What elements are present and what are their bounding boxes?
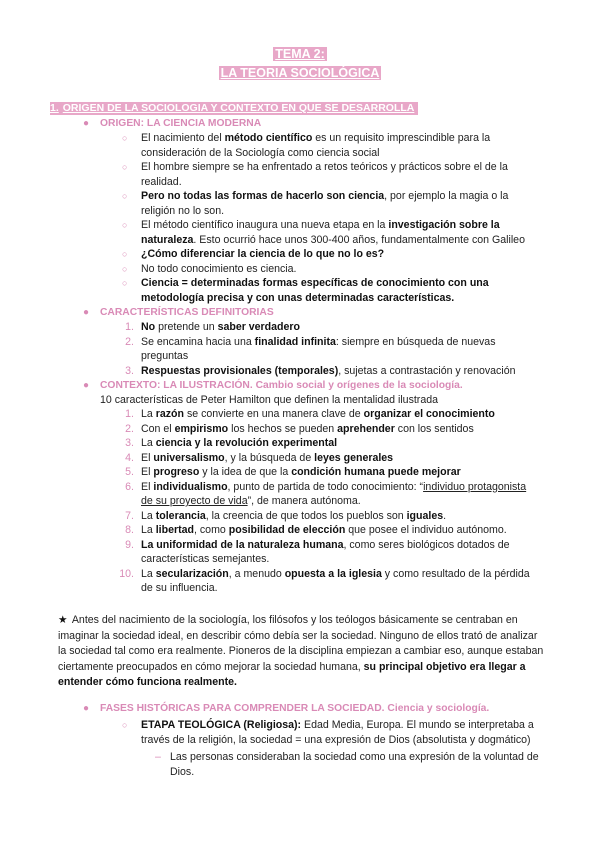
fases-subitem-text: Las personas consideraban la sociedad como una expresión de la voluntad de Dios. xyxy=(170,751,539,778)
circle-bullet-icon: ○ xyxy=(122,220,128,230)
origen-list xyxy=(0,131,600,305)
origen-item xyxy=(0,218,600,247)
item-text: , sujetas a contrastación y renovación xyxy=(338,364,516,377)
dash-bullet-icon: – xyxy=(155,751,161,763)
item-text: El xyxy=(141,466,154,478)
caracteristicas-heading-text: CARACTERÍSTICAS DEFINITORIAS xyxy=(100,307,274,318)
item-text: , como xyxy=(194,524,229,536)
item-bold: organizar el conocimiento xyxy=(363,408,495,420)
item-number: 1. xyxy=(125,321,134,333)
contexto-item xyxy=(0,436,600,451)
item-text: El método científico inaugura una nueva etapa en la xyxy=(141,219,389,231)
item-text: , la creencia de que todos los pueblos son xyxy=(205,509,407,522)
item-text: Se encamina hacia una xyxy=(141,335,255,348)
item-bold: empirismo xyxy=(174,422,229,435)
circle-bullet-icon: ○ xyxy=(122,191,128,201)
item-number: 3. xyxy=(125,437,134,449)
item-bold: Respuestas provisionales (temporales) xyxy=(141,364,339,377)
circle-bullet-icon: ○ xyxy=(122,133,128,143)
circle-bullet-icon: ○ xyxy=(122,720,128,730)
item-text: , por ejemplo la magia o la religión no lo son. xyxy=(141,190,509,217)
item-bold: investigación sobre la naturaleza xyxy=(141,219,500,246)
item-text: es un requisito imprescindible para la consideración de la Sociología como ciencia social xyxy=(141,132,491,159)
item-number: 7. xyxy=(125,509,134,522)
item-text: , y la búsqueda de xyxy=(224,451,315,464)
origen-item xyxy=(0,131,600,160)
contexto-heading-text: CONTEXTO: LA ILUSTRACIÓN. xyxy=(100,380,253,391)
item-text: , punto de partida de todo conocimiento: “ xyxy=(227,480,424,493)
item-bold: condición humana puede mejorar xyxy=(291,466,461,478)
item-text: los hechos se pueden xyxy=(228,422,338,435)
item-number: 4. xyxy=(125,451,134,464)
item-bold: método científico xyxy=(224,132,313,144)
item-bold: ¿Cómo diferenciar la ciencia de lo que no lo es? xyxy=(141,248,385,260)
bullet-dot-icon: ● xyxy=(83,380,90,391)
contexto-list xyxy=(0,407,600,596)
fases-heading-text: FASES HISTÓRICAS PARA COMPRENDER LA SOCIEDAD. xyxy=(100,703,385,714)
title-line-2: LA TEORIA SOCIOLÓGICA xyxy=(220,66,380,80)
item-text: El xyxy=(141,480,154,493)
circle-bullet-icon: ○ xyxy=(122,278,128,288)
origen-item xyxy=(0,262,600,277)
bullet-dot-icon: ● xyxy=(83,307,90,318)
item-number: 6. xyxy=(125,480,134,493)
caracteristica-item xyxy=(0,335,600,364)
item-text: , como seres biológicos dotados de características semejantes. xyxy=(141,538,510,565)
origen-heading xyxy=(0,117,600,131)
item-text: se convierte en una manera clave de xyxy=(184,408,364,420)
item-number: 8. xyxy=(125,524,134,536)
contexto-item xyxy=(0,509,600,524)
caracteristicas-heading xyxy=(0,306,600,320)
item-text: El nacimiento del xyxy=(141,132,225,144)
item-text: : siempre en búsqueda de nuevas preguntas xyxy=(141,335,496,362)
item-text: pretende un xyxy=(155,321,218,333)
item-number: 9. xyxy=(125,538,134,551)
item-text: con los sentidos xyxy=(394,422,474,435)
origen-section xyxy=(0,117,600,305)
circle-bullet-icon: ○ xyxy=(122,249,128,259)
item-text: La xyxy=(141,437,156,449)
bullet-dot-icon: ● xyxy=(83,703,90,714)
fases-subitem xyxy=(0,750,600,779)
item-text: La xyxy=(141,567,156,580)
origen-item xyxy=(0,276,600,305)
item-bold: La uniformidad de la naturaleza humana xyxy=(141,538,344,551)
item-text: La xyxy=(141,524,156,536)
item-text: , a menudo xyxy=(228,567,285,580)
item-bold: secularización xyxy=(155,567,229,580)
caracteristica-item xyxy=(0,364,600,379)
section-heading-text: ORIGEN DE LA SOCIOLOGIA Y CONTEXTO EN QUE SE DESARROLLA xyxy=(62,102,415,114)
paragraph-text: Antes del nacimiento de la sociología, los filósofos y los teólogos básicamente se centraban en imaginar la sociedad ideal, en describir cómo debía ser la sociedad. Ninguno de ellos trató de analizar la sociedad tal como era realmente. Pioneros de la disciplina empiezan a cambiar eso, aunque estaban ciertamente preocupados en cómo mejorar la sociedad humana, xyxy=(58,614,544,673)
contexto-item xyxy=(0,465,600,480)
contexto-item xyxy=(0,451,600,466)
item-text: que posee el individuo autónomo. xyxy=(345,524,507,536)
contexto-item xyxy=(0,422,600,437)
paragraph-bold: su principal objetivo era llegar a entender cómo funciona realmente. xyxy=(58,660,526,688)
item-number: 2. xyxy=(125,422,134,435)
item-bold: Ciencia = determinadas formas específicas de conocimiento con una metodología precisa y con unas determinadas características. xyxy=(141,277,489,304)
item-text: No todo conocimiento es ciencia. xyxy=(141,262,297,275)
fases-item-bold: ETAPA TEOLÓGICA (Religiosa): xyxy=(141,719,302,731)
item-number: 3. xyxy=(125,364,134,377)
contexto-heading-subtitle: Cambio social y orígenes de la sociología. xyxy=(255,380,463,391)
item-text: ”, de manera autónoma. xyxy=(247,495,361,507)
item-bold: leyes generales xyxy=(314,451,394,464)
origen-item xyxy=(0,189,600,218)
summary-paragraph xyxy=(58,613,548,691)
contexto-item xyxy=(0,567,600,596)
fases-heading-subtitle: Ciencia y sociología. xyxy=(387,703,490,714)
contexto-item xyxy=(0,407,600,422)
origen-item xyxy=(0,247,600,262)
item-text: La xyxy=(141,408,156,420)
item-number: 5. xyxy=(125,466,134,478)
item-bold: iguales xyxy=(406,509,444,522)
fases-heading xyxy=(0,702,600,716)
item-number: 2. xyxy=(125,335,134,348)
item-bold: No xyxy=(141,321,156,333)
item-bold: posibilidad de elección xyxy=(228,524,346,536)
star-icon: ★ xyxy=(58,614,68,626)
item-number: 1. xyxy=(125,408,134,420)
item-bold: tolerancia xyxy=(155,509,206,522)
caracteristicas-list xyxy=(0,320,600,378)
section-number: 1. xyxy=(50,102,59,114)
item-bold: libertad xyxy=(155,524,194,536)
item-text: y la idea de que la xyxy=(199,466,292,478)
contexto-item xyxy=(0,538,600,567)
item-bold: universalismo xyxy=(153,451,225,464)
item-bold: opuesta a la iglesia xyxy=(284,567,382,580)
fases-item-text: Edad Media, Europa. El mundo se interpretaba a través de la religión, la sociedad = una expresión de Dios (absolutista y dogmático) xyxy=(141,719,534,746)
contexto-intro: 10 características de Peter Hamilton que definen la mentalidad ilustrada xyxy=(100,394,439,406)
item-bold: individualismo xyxy=(153,480,228,493)
item-number: 10. xyxy=(119,567,134,580)
item-text: . xyxy=(443,509,447,522)
item-underlined: individuo protagonista de su proyecto de vida xyxy=(141,480,527,507)
origen-item xyxy=(0,160,600,189)
item-text: La xyxy=(141,509,156,522)
contexto-section xyxy=(0,379,600,596)
item-text: El hombre siempre se ha enfrentado a retos teóricos y prácticos sobre el de la realidad. xyxy=(141,161,508,188)
contexto-item xyxy=(0,523,600,538)
section-heading-1 xyxy=(50,102,418,115)
title-line-1: TEMA 2: xyxy=(275,47,325,61)
contexto-heading xyxy=(0,379,600,393)
item-bold: saber verdadero xyxy=(217,321,301,333)
item-text: Con el xyxy=(141,422,175,435)
item-text: . Esto ocurrió hace unos 300-400 años, fundamentalmente con Galileo xyxy=(193,233,525,246)
item-bold: Pero no todas las formas de hacerlo son ciencia xyxy=(141,190,385,202)
contexto-item xyxy=(0,480,600,509)
caracteristicas-section xyxy=(0,306,600,378)
caracteristica-item xyxy=(0,320,600,335)
item-bold: progreso xyxy=(153,466,200,478)
fases-item xyxy=(0,718,600,747)
item-bold: razón xyxy=(155,408,184,420)
document-title xyxy=(0,47,600,81)
item-text: El xyxy=(141,451,154,464)
bullet-dot-icon: ● xyxy=(83,118,90,129)
fases-section xyxy=(0,702,600,779)
item-bold: aprehender xyxy=(337,422,395,435)
item-bold: ciencia y la revolución experimental xyxy=(155,437,338,449)
circle-bullet-icon: ○ xyxy=(122,263,128,274)
origen-heading-text: ORIGEN: LA CIENCIA MODERNA xyxy=(100,118,262,129)
circle-bullet-icon: ○ xyxy=(122,162,128,172)
item-text: y como resultado de la pérdida de su influencia. xyxy=(141,567,530,594)
item-bold: finalidad infinita xyxy=(254,335,336,348)
